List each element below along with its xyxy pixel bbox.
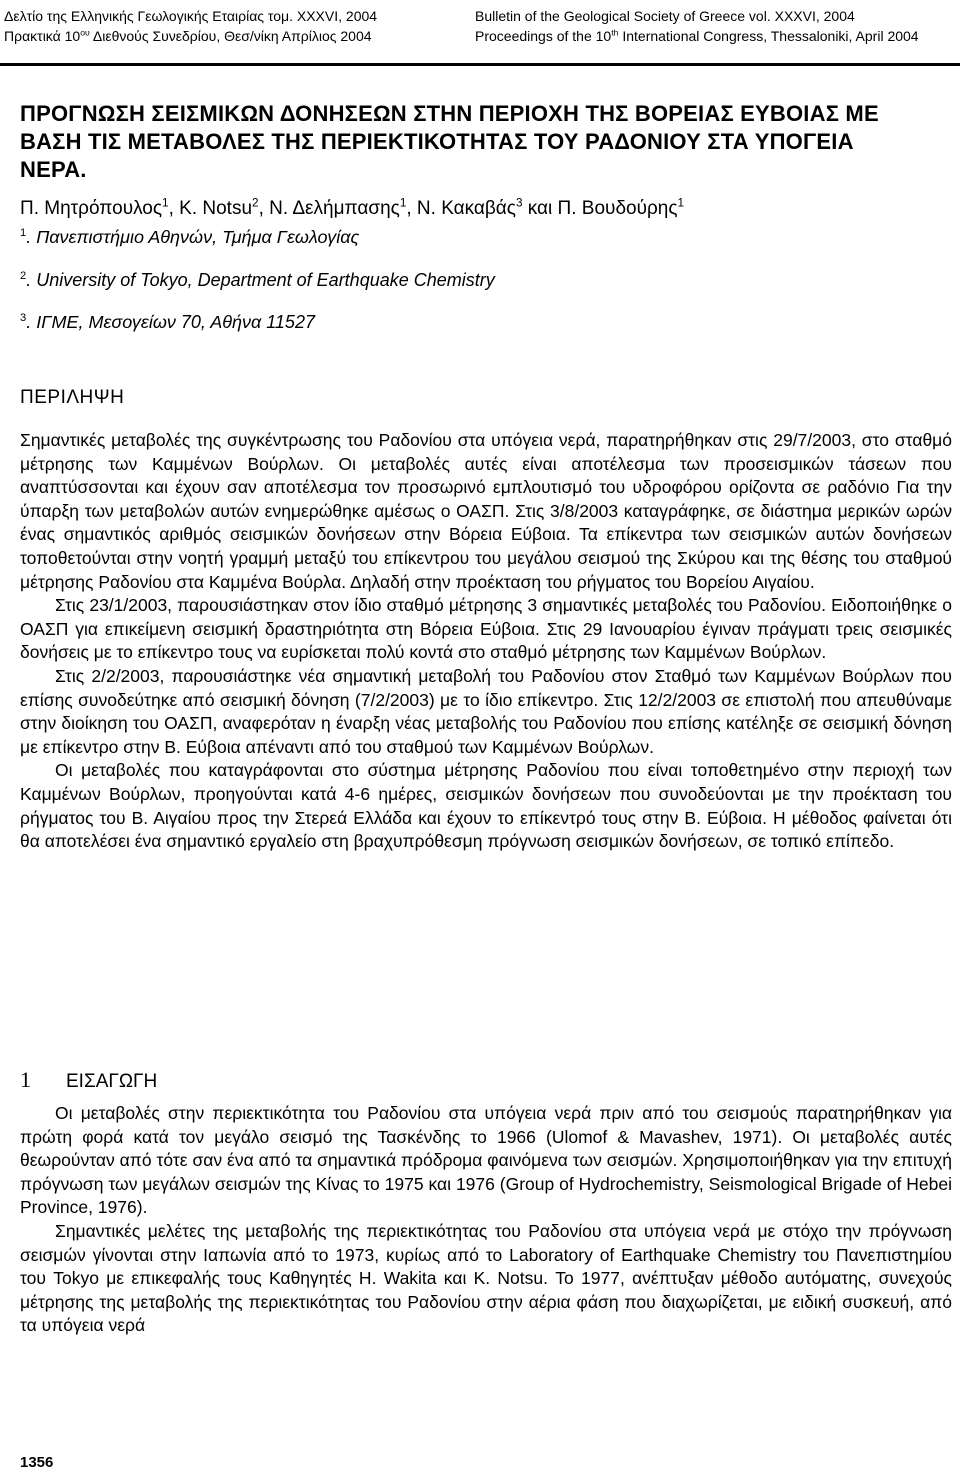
header-right: [475, 6, 919, 46]
author: Ν. Δελήμπασης$^1$,: [269, 196, 417, 219]
author: Π. Βουδούρης$^1$: [557, 196, 685, 219]
running-header: [0, 0, 960, 66]
header-right-line1: Bulletin of the Geological Society of Greece vol. XXXVI, 2004: [475, 8, 855, 24]
section-paragraph: Σημαντικές μελέτες της μεταβολής της περιεκτικότητας του Ραδονίου στα υπόγεια νερά με στόχο την πρόγνωση σεισμών γίνονται στην Ιαπωνία από το 1973, κυρίως από το Laboratory of Earthquake Chemistry του Πανεπιστημίου του Tokyo με επικεφαλής τους Καθηγητές H. Wakita και K. Notsu. Το 1977, ανέπτυξαν μέθοδο αυτόματης, συνεχούς μέτρησης της μεταβολής της περιεκτικότητας του Ραδονίου στην αέρια φάση που διαχωρίζεται, με ειδική συσκευή, από τα υπόγεια νερά: [20, 1220, 952, 1336]
abstract-paragraph: Στις 23/1/2003, παρουσιάστηκαν στον ίδιο σταθμό μέτρησης 3 σημαντικές μεταβολές του Ραδονίου. Ειδοποιήθηκε ο ΟΑΣΠ για επικείμενη σεισμική δραστηριότητα στη Βόρεια Εύβοια. Στις 29 Ιανουαρίου έγιναν πράγματι τρεις σεισμικές δονήσεις με το επίκεντρο τους να ευρίσκεται πολύ κοντά στο σταθμό μέτρησης των Καμμένων Βούρλων.: [20, 595, 952, 663]
abstract-paragraph: Οι μεταβολές που καταγράφονται στο σύστημα μέτρησης Ραδονίου που είναι τοποθετημένο στην περιοχή των Καμμένων Βούρλων, προηγούνται κατά 4-6 ημέρες, σεισμικών δονήσεων που συνοδεύονται με την προέκταση του ρήγματος του Β. Αιγαίου προς την Στερεά Ελλάδα και έχουν το επίκεντρό τους στην Β. Εύβοια. Η μέθοδος φαίνεται ότι θα αποτελέσει ένα σημαντικό εργαλείο στη βραχυπρόθεσμη πρόγνωση σεισμικών δονήσεων, σε τοπικό επίπεδο.: [20, 760, 952, 852]
header-left-line1: Δελτίο της Ελληνικής Γεωλογικής Εταιρίας τομ. XXXVI, 2004: [4, 8, 378, 24]
section-heading: [20, 1067, 157, 1095]
abstract-paragraph: Στις 2/2/2003, παρουσιάστηκε νέα σημαντική μεταβολή του Ραδονίου στον Σταθμό των Καμμένων Βούρλων που επίσης συνοδεύτηκε από σεισμική δόνηση (7/2/2003) με το ίδιο επίκεντρο. Στις 12/2/2003 σε επιστολή που απευθύναμε στην διοίκηση του ΟΑΣΠ, αναφερόταν η έναρξη νέας μεταβολής του Ραδονίου που επίσης κατέληξε σε σεισμική δόνηση με επίκεντρο στην Β. Εύβοια απέναντι από του σταθμού των Καμμένων Βούρλων.: [20, 665, 952, 757]
header-right-line2: Proceedings of the 10th International Congress, Thessaloniki, April 2004: [475, 27, 919, 44]
author-list: [20, 196, 684, 222]
section-number: 1: [20, 1067, 31, 1092]
header-left: [4, 6, 377, 46]
section-title: ΕΙΣΑΓΩΓΗ: [66, 1071, 158, 1092]
abstract-body: [20, 429, 952, 854]
author: Π. Μητρόπουλος$^1$,: [20, 196, 180, 219]
page-number: 1356: [20, 1454, 54, 1471]
abstract-heading: ΠΕΡΙΛΗΨΗ: [20, 387, 125, 408]
section-paragraph: Οι μεταβολές στην περιεκτικότητα του Ραδονίου στα υπόγεια νερά πριν από του σεισμούς παρατηρήθηκαν για πρώτη φορά κατά τον μεγάλο σεισμό της Τασκένδης το 1966 (Ulomof & Mavashev, 1971). Οι μεταβολές αυτές θεωρούνταν από τότε σαν ένα από τα σημαντικά πρόδρομα φαινόμενα των σεισμών. Χρησιμοποιήθηκαν για την επιτυχή πρόγνωση των μεγάλων σεισμών της Κίνας το 1975 και 1976 (Group of Hydrochemistry, Seismological Brigade of Hebei Province, 1976).: [20, 1103, 952, 1218]
affiliation-2: $^2$. University of Tokyo, Department of Earthquake Chemistry: [20, 270, 495, 290]
header-left-line2: Πρακτικά $10^{o\upsilon}$ Διεθνούς Συνεδρίου, Θεσ/νίκη Απρίλιος 2004: [4, 27, 372, 44]
author: Ν. Κακαβάς$^3$ και: [416, 196, 558, 219]
affiliation-3: $^3$. ΙΓΜΕ, Μεσογείων 70, Αθήνα 11527: [20, 312, 315, 332]
abstract-paragraph: Σημαντικές μεταβολές της συγκέντρωσης του Ραδονίου στα υπόγεια νερά, παρατηρήθηκαν στις 29/7/2003, στο σταθμό μέτρησης των Καμμένων Βούρλων. Οι μεταβολές αυτές είναι αποτέλεσμα των προσεισμικών τάσεων που αναπτύσσονται και έχουν σαν αποτέλεσμα τον προσωρινό εμπλουτισμό του υδροφόρου ορίζοντα σε ραδόνιο Για την ύπαρξη των μεταβολών αυτών ενημερώθηκε αμέσως ο ΟΑΣΠ. Στις 3/8/2003 καταγράφηκε, σε διάστημα μερικών ωρών ένας σημαντικός αριθμός σεισμικών δονήσεων στην Βόρεια Εύβοια. Τα επίκεντρα των σεισμικών αυτών δονήσεων τοποθετούνται στην νοητή γραμμή μεταξύ του επίκεντρου του μεγάλου σεισμού της Σκύρου και της θέσης του σταθμού μέτρησης Ραδονίου στα Καμμένα Βούρλα. Δηλαδή στην προέκταση του ρήγματος του Βορείου Αιγαίου.: [20, 430, 952, 592]
affiliation-1: $^1$. Πανεπιστήμιο Αθηνών, Τμήμα Γεωλογίας: [20, 227, 360, 247]
author: K. Notsu$^2$,: [179, 196, 270, 219]
paper-title: ΠΡΟΓΝΩΣΗ ΣΕΙΣΜΙΚΩΝ ΔΟΝΗΣΕΩΝ ΣΤΗΝ ΠΕΡΙΟΧΗ ΤΗΣ ΒΟΡΕΙΑΣ ΕΥΒΟΙΑΣ ΜΕ ΒΑΣΗ ΤΙΣ ΜΕΤΑΒΟΛΕΣ ΤΗΣ ΠΕΡΙΕΚΤΙΚΟΤΗΤΑΣ ΤΟΥ ΡΑΔΟΝΙΟΥ ΣΤΑ ΥΠΟΓΕΙΑ ΝΕΡΑ.: [20, 101, 879, 182]
section-body: [20, 1102, 952, 1338]
